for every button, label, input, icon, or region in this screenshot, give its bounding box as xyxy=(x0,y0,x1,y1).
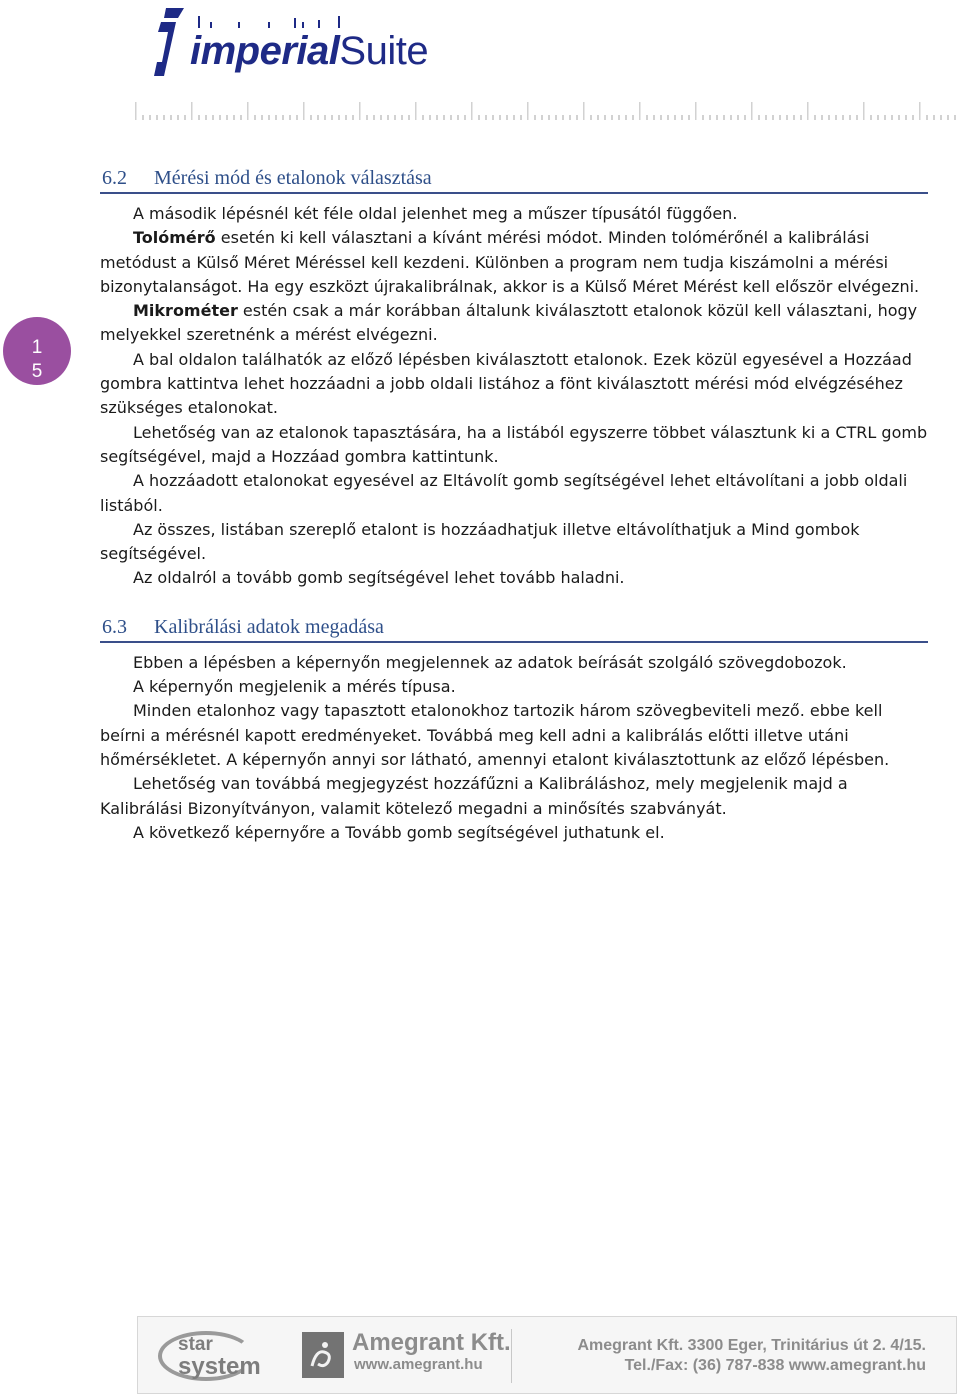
page-number-digit-2: 5 xyxy=(31,361,43,382)
page-number-digit-1: 1 xyxy=(31,337,43,358)
section-title: Kalibrálási adatok megadása xyxy=(154,615,384,638)
paragraph: A következő képernyőre a Tovább gomb segítségével juthatunk el. xyxy=(133,822,665,842)
logo-light-text: Suite xyxy=(339,29,429,73)
bold-term: Tolómérő xyxy=(133,228,216,248)
section-number: 6.2 xyxy=(102,167,127,189)
paragraph: A hozzáadott etalonokat egyesével az Eltávolít gomb segítségével lehet eltávolítani a jobb oldali listából. xyxy=(100,471,908,515)
section-heading-6-3 xyxy=(100,613,928,643)
bold-term: Mikrométer xyxy=(133,301,238,321)
section-6-2-text xyxy=(100,202,928,591)
document-body xyxy=(100,164,928,845)
paragraph: Lehetőség van az etalonok tapasztására, ha a listából egyszerre többet választunk ki a CTRL gomb segítségével, majd a Hozzáad gombra kattintunk. xyxy=(100,422,928,466)
footer-banner xyxy=(137,1316,957,1394)
star-system-logo xyxy=(154,1327,274,1385)
section-number: 6.3 xyxy=(102,615,127,638)
paragraph: Ebben a lépésben a képernyőn megjelennek az adatok beírását szolgáló szövegdobozok. xyxy=(133,652,847,672)
paragraph: Az összes, listában szereplő etalont is hozzáadhatjuk illetve eltávolíthatjuk a Mind gombok segítségével. xyxy=(100,519,860,564)
footer-address: Amegrant Kft. 3300 Eger, Trinitárius út 2. 4/15. xyxy=(577,1337,926,1354)
paragraph: Minden etalonhoz vagy tapasztott etalonokhoz tartozik három szövegbeviteli mező. ebbe kell beírni a mérésnél kapott eredményeket. Továbbá meg kell adni a kalibrálás előtti illetve utáni hőmérsékletet. A képernyőn annyi sor látható, amennyi etalont kiválasztottunk az előző lépésben. xyxy=(100,701,890,769)
logo-wordmark xyxy=(190,26,428,76)
amegrant-logo-icon xyxy=(302,1332,344,1378)
footer-divider xyxy=(511,1329,512,1383)
paragraph: A képernyőn megjelenik a mérés típusa. xyxy=(133,677,456,697)
footer-contact: Tel./Fax: (36) 787-838 www.amegrant.hu xyxy=(624,1357,926,1374)
amegrant-company-name: Amegrant Kft. xyxy=(352,1329,511,1356)
paragraph: Mikrométer estén csak a már korábban általunk kiválasztott etalonok közül kell választani, hogy melyekkel szeretnénk a mérést elvégezni. xyxy=(100,301,918,345)
logo-bracket-mark xyxy=(154,8,184,76)
section-heading-6-2 xyxy=(100,164,928,194)
paragraph: A bal oldalon találhatók az előző lépésben kiválasztott etalonok. Ezek közül egyesével a Hozzáad gombra kattintva lehet hozzáadni a jobb oldali listához a fönt kiválasztott mérési mód elvégzéséhez szükséges etalonokat. xyxy=(100,349,912,418)
paragraph: A második lépésnél két féle oldal jelenhet meg a műszer típusától függően. xyxy=(133,204,738,223)
paragraph: Tolómérő esetén ki kell választani a kívánt mérési módot. Minden tolómérőnél a kalibrálási metódust a Külső Méret Méréssel kell kezdeni. Különben a program nem tudja kiszámolni a mérési bizonytalanságot. Ha egy eszközt újrakalibrálnak, akkor is a Külső Méret Mérést kell először elvégezni. xyxy=(100,228,920,296)
paragraph: Lehetőség van továbbá megjegyzést hozzáfűzni a Kalibráláshoz, mely megjelenik majd a Kalibrálási Bizonyítványon, valamit kötelező megadni a minősítés szabványát. xyxy=(100,774,848,818)
imperialsuite-logo xyxy=(150,4,430,84)
section-title: Mérési mód és etalonok választása xyxy=(154,167,432,189)
paragraph: Az oldalról a tovább gomb segítségével lehet tovább haladni. xyxy=(133,568,625,588)
section-6-3-text xyxy=(100,651,928,845)
star-system-text-1: star xyxy=(178,1334,213,1355)
amegrant-website: www.amegrant.hu xyxy=(354,1356,483,1373)
page-number-badge xyxy=(3,317,71,385)
header-ruler-decoration xyxy=(135,98,960,124)
logo-bold-text: imperial xyxy=(190,29,340,73)
star-system-text-2: system xyxy=(178,1353,261,1380)
